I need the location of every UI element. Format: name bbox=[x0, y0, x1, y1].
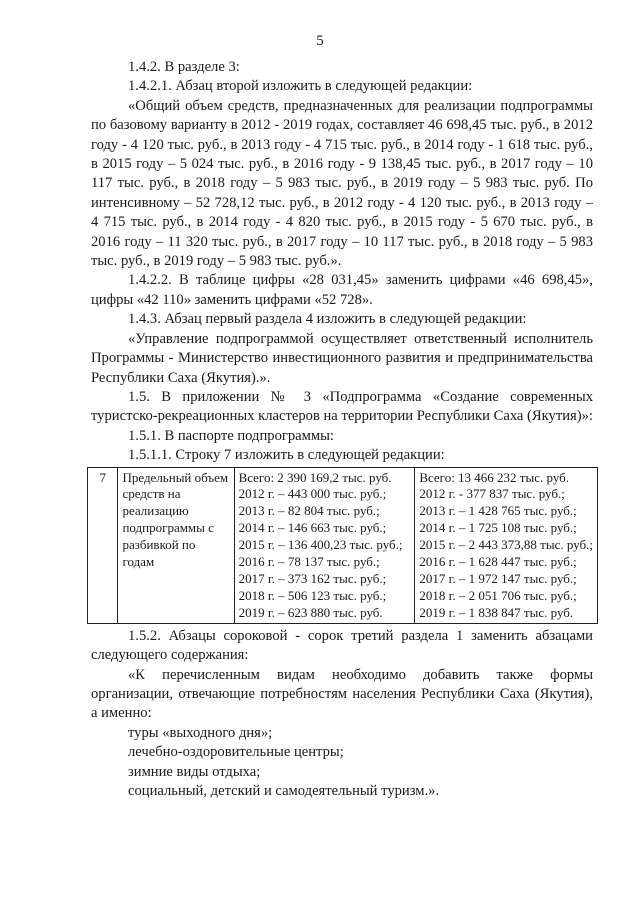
document-body bbox=[91, 58, 593, 801]
paragraph-1-5-1: 1.5.1. В паспорте подпрограммы: bbox=[128, 427, 334, 444]
intensive-value-line: 2012 г. - 377 837 тыс. руб.; bbox=[419, 486, 565, 502]
list-item: лечебно-оздоровительные центры; bbox=[128, 744, 344, 761]
quote-funding-volume: «Общий объем средств, предназначенных для реализации подпрограммы по базовому варианту в 2012 - 2019 годах, составляет 46 698,45 тыс. руб., в 2012 году - 4 120 тыс. руб., в 2013 году - 4 715 тыс. руб., в 2014 году - 1 618 тыс. руб., в 2015 году – 5 024 тыс. руб., в 2016 году - 9 138,45 тыс. руб., в 2017 году – 10 117 тыс. руб., в 2018 году – 5 983 тыс. руб., в 2019 году – 5 983 тыс. руб. По интенсивному – 52 728,12 тыс. руб., в 2012 году - 4 120 тыс. руб., в 2013 году – 4 715 тыс. руб., в 2014 году - 4 820 тыс. руб., в 2015 году - 5 670 тыс. руб., в 2016 году – 11 320 тыс. руб., в 2017 году – 10 117 тыс. руб., в 2018 году – 5 983 тыс. руб., в 2019 году – 5 983 тыс. руб.». bbox=[91, 97, 593, 270]
intensive-value-line: Всего: 13 466 232 тыс. руб. bbox=[419, 469, 570, 485]
base-value-line: 2016 г. – 78 137 тыс. руб.; bbox=[238, 554, 380, 570]
base-values-cell bbox=[234, 467, 415, 623]
page-number: 5 bbox=[316, 33, 324, 49]
paragraph-1-4-2: 1.4.2. В разделе 3: bbox=[128, 59, 240, 75]
row-number-cell: 7 bbox=[88, 467, 118, 623]
intensive-values-cell bbox=[415, 467, 598, 623]
quote-management: «Управление подпрограммой осуществляет ответственный исполнитель Программы - Министерство инвестиционного развития и предпринимательства Республики Саха (Якутия).». bbox=[91, 330, 593, 386]
list-item: социальный, детский и самодеятельный туризм.». bbox=[128, 782, 440, 799]
base-value-line: 2019 г. – 623 880 тыс. руб. bbox=[238, 604, 383, 620]
base-value-line: 2018 г. – 506 123 тыс. руб.; bbox=[238, 587, 387, 603]
quote-organization-forms: «К перечисленным видам необходимо добавить также формы организации, отвечающие потребностям населения Республики Саха (Якутия), а именно: bbox=[91, 666, 593, 722]
paragraph-1-4-3: 1.4.3. Абзац первый раздела 4 изложить в следующей редакции: bbox=[128, 311, 527, 328]
base-value-line: 2013 г. – 82 804 тыс. руб.; bbox=[238, 503, 380, 519]
intensive-value-line: 2013 г. – 1 428 765 тыс. руб.; bbox=[419, 503, 577, 519]
base-value-line: 2014 г. – 146 663 тыс. руб.; bbox=[238, 520, 387, 536]
base-value-line: 2015 г. – 136 400,23 тыс. руб.; bbox=[238, 537, 403, 553]
intensive-value-line: 2014 г. – 1 725 108 тыс. руб.; bbox=[419, 520, 577, 536]
paragraph-1-5-1-1: 1.5.1.1. Строку 7 изложить в следующей редакции: bbox=[128, 447, 445, 464]
base-value-line: 2017 г. – 373 162 тыс. руб.; bbox=[238, 570, 387, 586]
intensive-value-line: 2018 г. – 2 051 706 тыс. руб.; bbox=[419, 587, 577, 603]
intensive-value-line: 2019 г. – 1 838 847 тыс. руб. bbox=[419, 604, 574, 620]
funding-table bbox=[87, 467, 598, 624]
intensive-value-line: 2016 г. – 1 628 447 тыс. руб.; bbox=[419, 554, 577, 570]
base-value-line: Всего: 2 390 169,2 тыс. руб. bbox=[238, 469, 392, 485]
label-cell: Предельный объем средств на реализацию подпрограммы с разбивкой по годам bbox=[118, 467, 234, 623]
paragraph-1-5: 1.5. В приложении № 3 «Подпрограмма «Создание современных туристско-рекреационных кластеров на территории Республики Саха (Якутия)»: bbox=[91, 388, 593, 425]
list-item: зимние виды отдыха; bbox=[128, 763, 261, 780]
intensive-value-line: 2015 г. – 2 443 373,88 тыс. руб.; bbox=[419, 537, 593, 553]
paragraph-1-5-2: 1.5.2. Абзацы сороковой - сорок третий раздела 1 заменить абзацами следующего содержания: bbox=[91, 627, 593, 664]
table-row bbox=[88, 467, 598, 623]
list-item: туры «выходного дня»; bbox=[128, 724, 273, 741]
paragraph-1-4-2-2: 1.4.2.2. В таблице цифры «28 031,45» заменить цифрами «46 698,45», цифры «42 110» заменить цифрами «52 728». bbox=[91, 272, 593, 308]
paragraph-1-4-2-1: 1.4.2.1. Абзац второй изложить в следующей редакции: bbox=[128, 78, 473, 95]
intensive-value-line: 2017 г. – 1 972 147 тыс. руб.; bbox=[419, 570, 577, 586]
base-value-line: 2012 г. – 443 000 тыс. руб.; bbox=[238, 486, 387, 502]
